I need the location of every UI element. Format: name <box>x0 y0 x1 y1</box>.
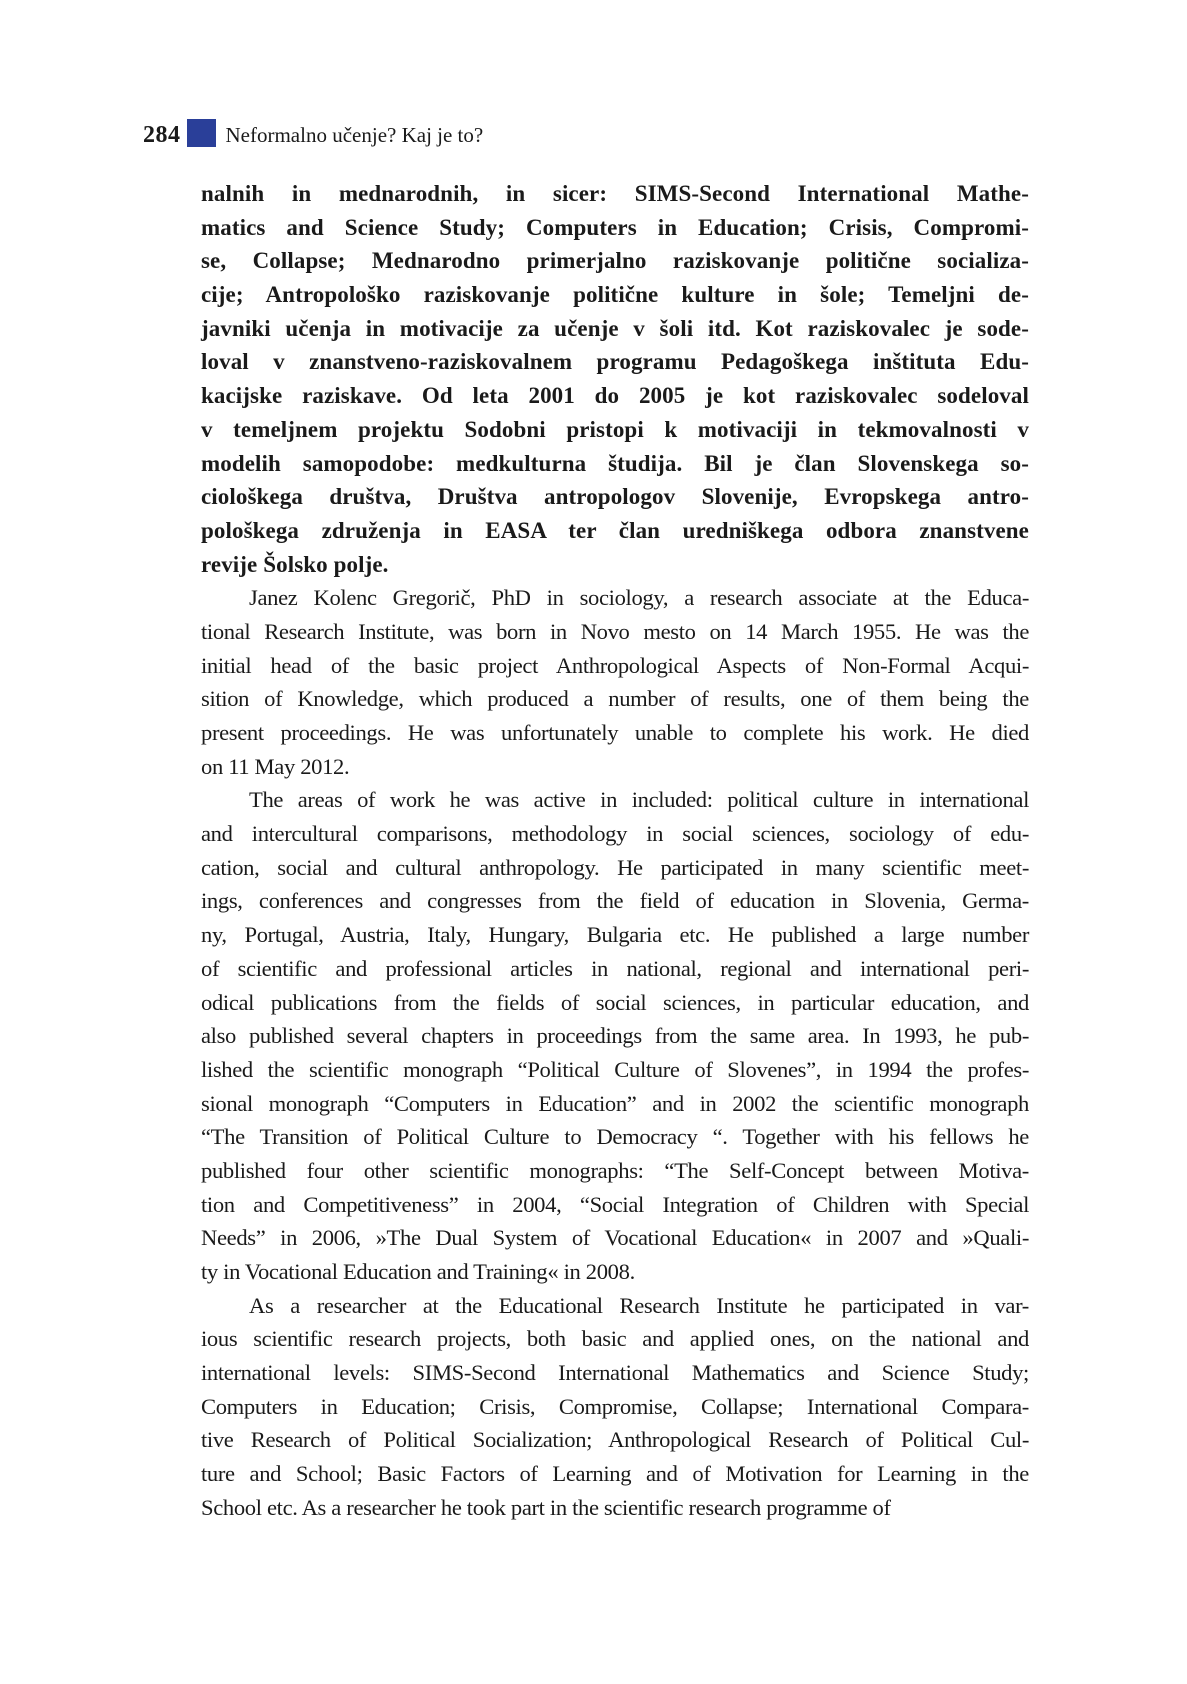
text-line: javniki učenja in motivacije za učenje v šoli itd. Kot raziskovalec je sode- <box>201 315 1029 341</box>
paragraph <box>201 177 1029 581</box>
text-line: Janez Kolenc Gregorič, PhD in sociology, a research associate at the Educa- <box>249 585 1029 611</box>
text-line: ny, Portugal, Austria, Italy, Hungary, Bulgaria etc. He published a large number <box>201 922 1029 948</box>
text-line: tion and Competitiveness” in 2004, “Social Integration of Children with Special <box>201 1191 1029 1217</box>
text-line: odical publications from the fields of social sciences, in particular education, and <box>201 989 1029 1015</box>
text-line: also published several chapters in proceedings from the same area. In 1993, he pub- <box>201 1023 1029 1049</box>
page-body <box>201 177 1029 1525</box>
running-header <box>143 118 483 152</box>
text-line: tional Research Institute, was born in Novo mesto on 14 March 1955. He was the <box>201 618 1029 644</box>
text-line: published four other scientific monographs: “The Self-Concept between Motiva- <box>201 1157 1029 1183</box>
text-line: ture and School; Basic Factors of Learning and of Motivation for Learning in the <box>201 1461 1029 1487</box>
text-line: ty in Vocational Education and Training« in 2008. <box>201 1259 635 1284</box>
text-line: matics and Science Study; Computers in Education; Crisis, Compromi- <box>201 214 1029 240</box>
text-line: lished the scientific monograph “Political Culture of Slovenes”, in 1994 the profes- <box>201 1056 1029 1082</box>
text-line: tive Research of Political Socialization; Anthropological Research of Political Cul- <box>201 1427 1029 1453</box>
text-line: initial head of the basic project Anthropological Aspects of Non-Formal Acqui- <box>201 652 1029 678</box>
text-line: and intercultural comparisons, methodology in social sciences, sociology of edu- <box>201 821 1029 847</box>
paragraph <box>201 783 1029 1288</box>
running-title: Neformalno učenje? Kaj je to? <box>225 122 484 147</box>
text-line: cation, social and cultural anthropology. He participated in many scientific meet- <box>201 854 1029 880</box>
text-line: international levels: SIMS-Second International Mathematics and Science Study; <box>201 1360 1029 1386</box>
text-line: kacijske raziskave. Od leta 2001 do 2005 je kot raziskovalec sodeloval <box>201 383 1029 409</box>
text-line: The areas of work he was active in included: political culture in international <box>249 787 1029 813</box>
text-line: pološkega združenja in EASA ter član uredniškega odbora znanstvene <box>201 517 1029 543</box>
text-line: ings, conferences and congresses from the field of education in Slovenia, Germa- <box>201 888 1029 914</box>
text-line: As a researcher at the Educational Research Institute he participated in var- <box>249 1292 1029 1318</box>
text-line: nalnih in mednarodnih, in sicer: SIMS-Second International Mathe- <box>201 181 1029 206</box>
text-line: School etc. As a researcher he took part in the scientific research programme of <box>201 1494 891 1520</box>
text-line: sional monograph “Computers in Education” and in 2002 the scientific monograph <box>201 1090 1029 1116</box>
text-line: v temeljnem projektu Sodobni pristopi k motivaciji in tekmovalnosti v <box>201 416 1029 442</box>
page-number: 284 <box>143 121 181 148</box>
text-line: ious scientific research projects, both basic and applied ones, on the national and <box>201 1326 1029 1352</box>
text-line: loval v znanstveno-raziskovalnem programu Pedagoškega inštituta Edu- <box>201 349 1029 375</box>
text-line: “The Transition of Political Culture to Democracy “. Together with his fellows he <box>201 1124 1029 1150</box>
text-line: Computers in Education; Crisis, Compromise, Collapse; International Compara- <box>201 1393 1029 1419</box>
text-line: se, Collapse; Mednarodno primerjalno raziskovanje politične socializa- <box>201 248 1029 274</box>
blue-square-marker-icon <box>187 119 216 147</box>
text-line: Needs” in 2006, »The Dual System of Vocational Education« in 2007 and »Quali- <box>201 1225 1029 1251</box>
paragraph <box>201 1289 1029 1525</box>
text-line: modelih samopodobe: medkulturna študija. Bil je član Slovenskega so- <box>201 450 1029 476</box>
text-line: ciološkega društva, Društva antropologov Slovenije, Evropskega antro- <box>201 484 1029 510</box>
text-line: revije Šolsko polje. <box>201 551 389 577</box>
text-line: present proceedings. He was unfortunately unable to complete his work. He died <box>201 720 1029 745</box>
text-line: on 11 May 2012. <box>201 753 350 779</box>
text-line: sition of Knowledge, which produced a number of results, one of them being the <box>201 686 1029 712</box>
paragraphs <box>201 177 1029 1525</box>
text-line: cije; Antropološko raziskovanje politične kulture in šole; Temeljni de- <box>201 282 1029 308</box>
paragraph <box>201 581 1029 783</box>
text-line: of scientific and professional articles in national, regional and international peri- <box>201 955 1029 981</box>
